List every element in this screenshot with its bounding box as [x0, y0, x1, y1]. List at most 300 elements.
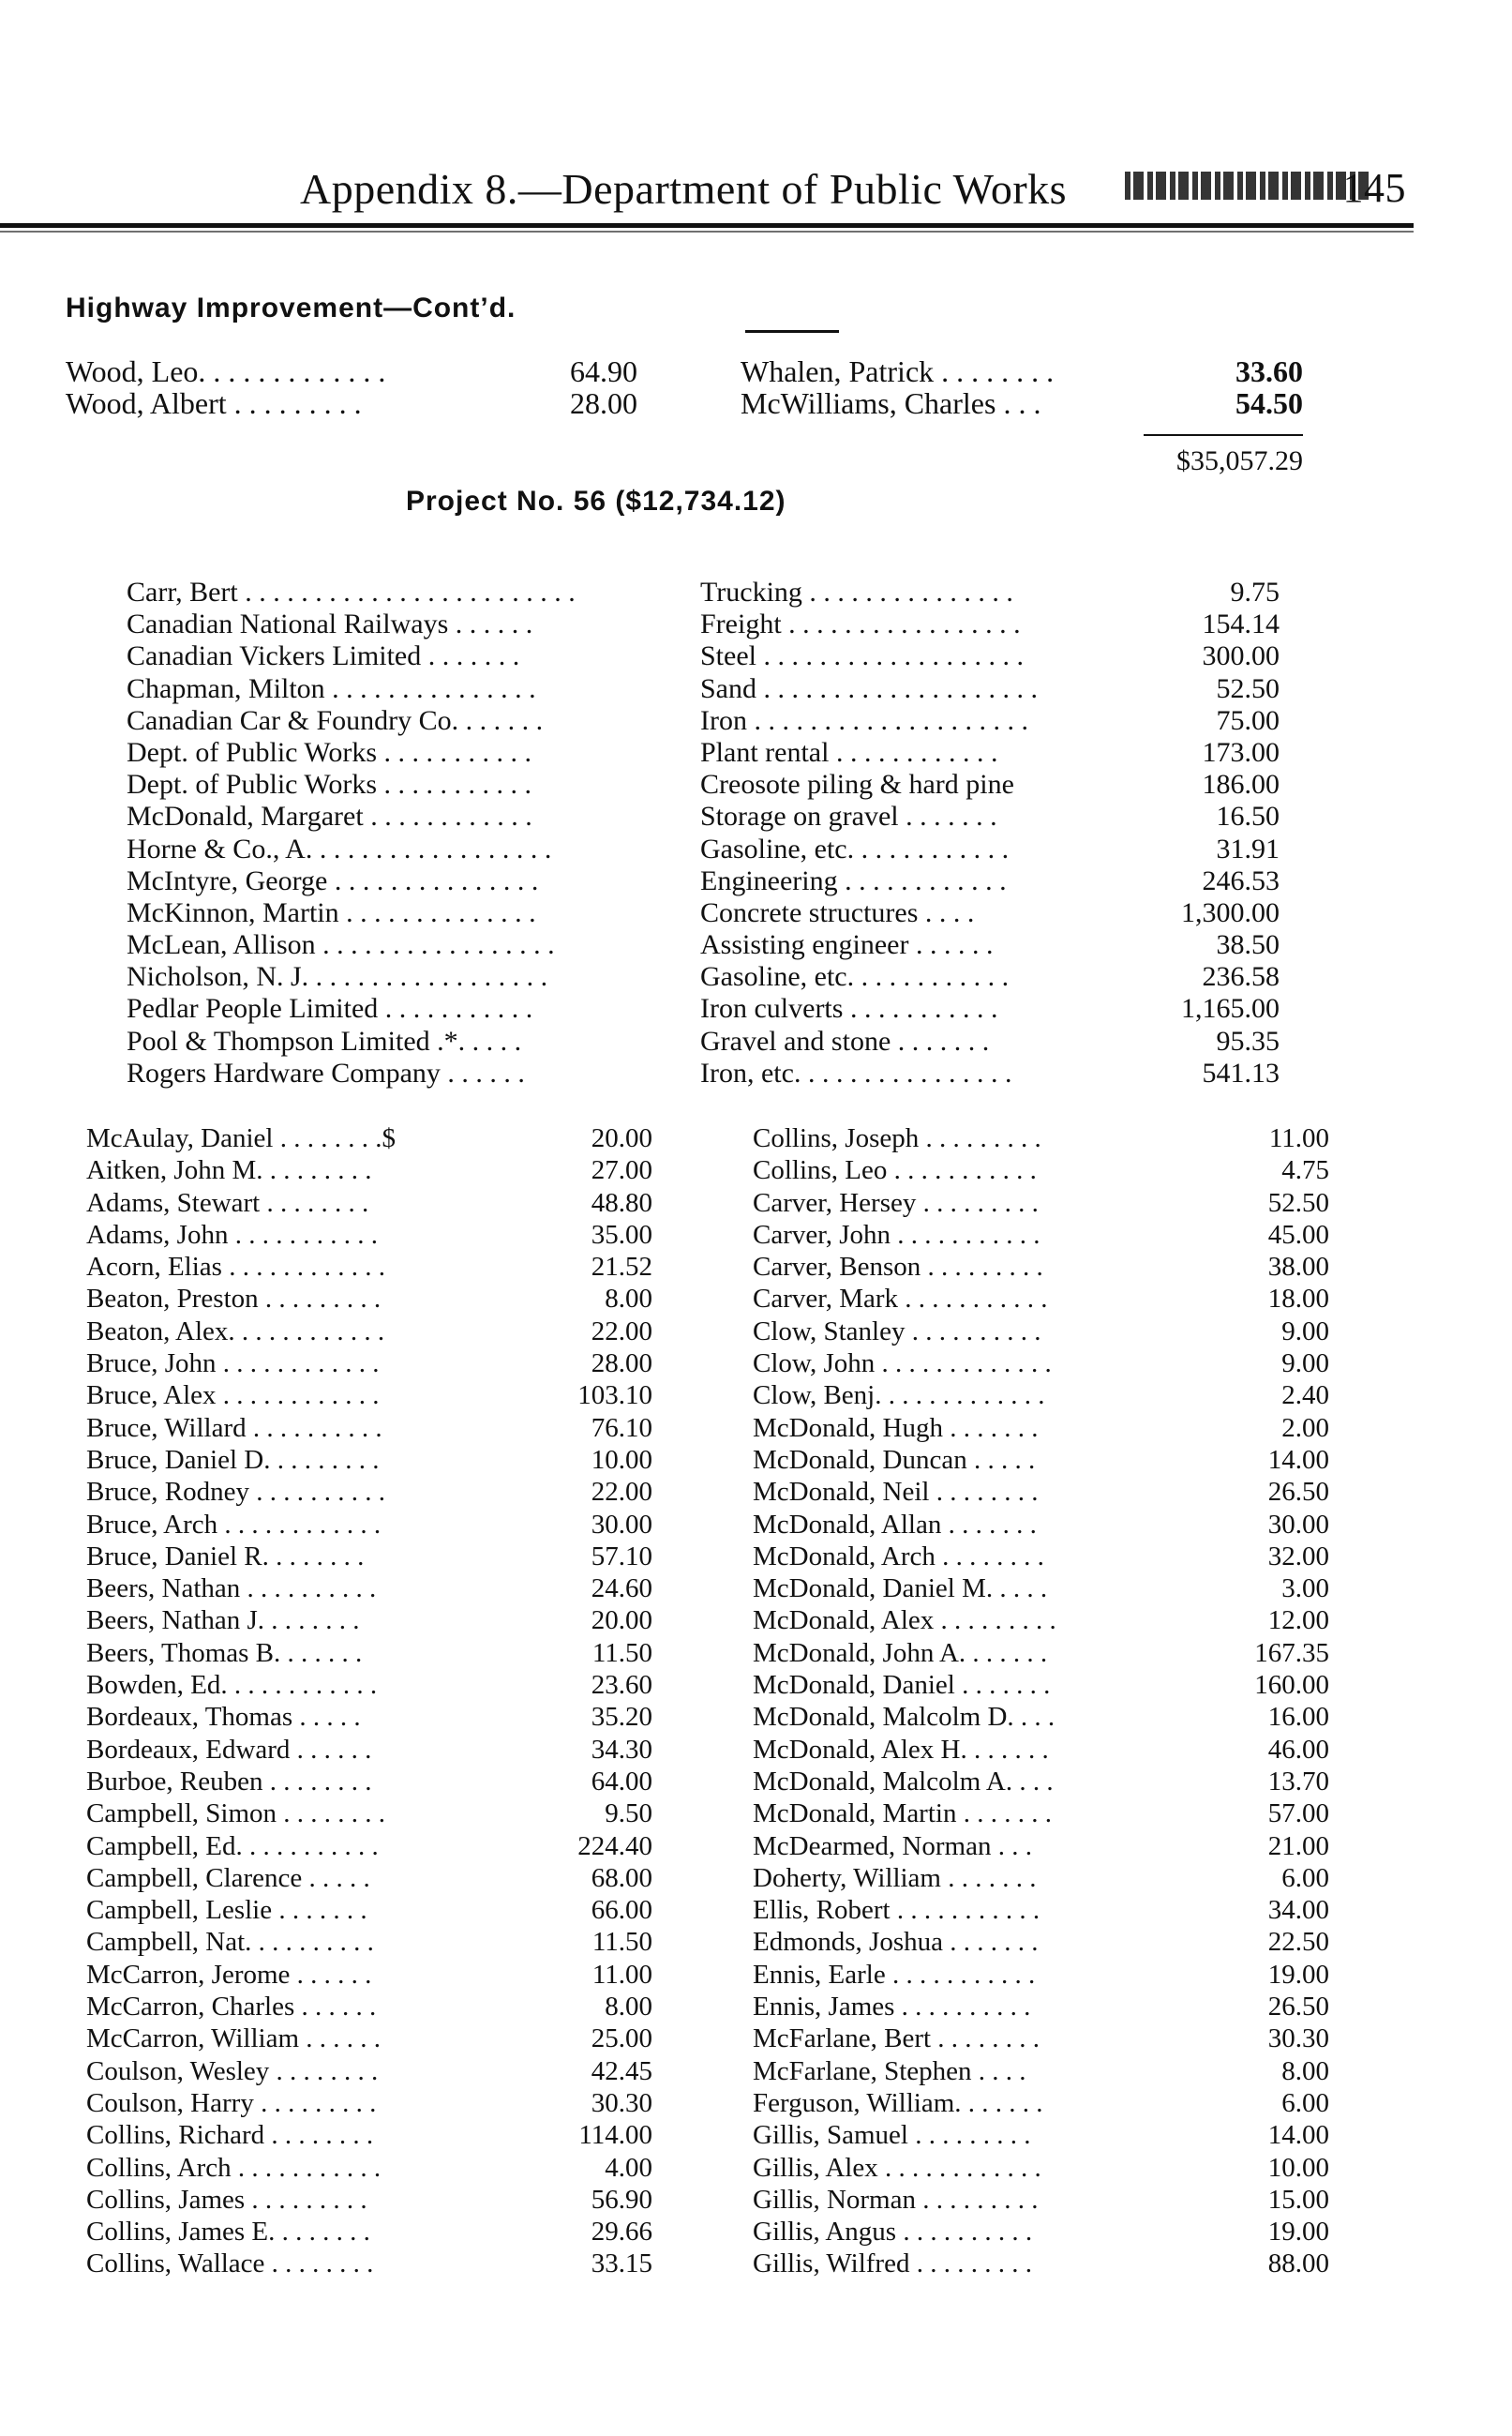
description: Gasoline, etc. . . . . . . . . . . . — [700, 833, 1010, 865]
list-item — [86, 1155, 652, 1187]
payee-amount: 11.50 — [591, 1637, 652, 1668]
payee-name: McFarlane, Stephen . . . . — [753, 2055, 1026, 2086]
amount: 31.91 — [1216, 833, 1280, 865]
project-row — [127, 737, 1280, 769]
payee-name: Aitken, John M. . . . . . . . . — [86, 1155, 372, 1186]
project-row — [127, 929, 1280, 961]
project-table — [127, 577, 1280, 1090]
project-row — [127, 1058, 1280, 1090]
list-item — [86, 1348, 652, 1380]
payee-name: Carver, Benson . . . . . . . . . — [753, 1252, 1043, 1283]
project-row — [127, 961, 1280, 993]
header-rule-thin — [0, 231, 1414, 233]
payee-name: Campbell, Simon . . . . . . . . — [86, 1798, 385, 1829]
list-item — [753, 1605, 1329, 1637]
list-item — [86, 1541, 652, 1573]
project-row — [127, 993, 1280, 1025]
payee-amount: 8.00 — [1281, 2055, 1329, 2086]
payee-name: McDonald, Malcolm D. . . . — [753, 1702, 1055, 1733]
project-row — [127, 897, 1280, 929]
payee-amount: 2.00 — [1281, 1412, 1329, 1443]
payee-amount: 21.52 — [591, 1252, 652, 1283]
payee: Pool & Thompson Limited .*. . . . . — [127, 1025, 522, 1057]
list-item — [753, 2217, 1329, 2248]
payee: Horne & Co., A. . . . . . . . . . . . . . . . . . — [127, 833, 552, 865]
list-item — [86, 2023, 652, 2055]
list-item — [86, 2248, 652, 2280]
description: Iron . . . . . . . . . . . . . . . . . . . . — [700, 704, 1028, 736]
payee-amount: 88.00 — [1267, 2248, 1329, 2279]
payee: Carr, Bert . . . . . . . . . . . . . . . . . . . . . . . . — [127, 577, 576, 608]
description: Steel . . . . . . . . . . . . . . . . . . . — [700, 640, 1024, 672]
list-item — [86, 1831, 652, 1863]
payee-amount: 27.00 — [591, 1155, 652, 1186]
description: Iron, etc. . . . . . . . . . . . . . . . — [700, 1057, 1012, 1089]
payee-amount: 57.00 — [1267, 1798, 1329, 1829]
project-heading: Project No. 56 ($12,734.12) — [406, 486, 786, 517]
project-row — [127, 673, 1280, 705]
description: Gravel and stone . . . . . . . — [700, 1025, 990, 1057]
payee-name: Beers, Nathan . . . . . . . . . . — [86, 1573, 377, 1604]
payee-amount: 76.10 — [591, 1412, 652, 1443]
list-item — [86, 1895, 652, 1927]
payee-amount: 224.40 — [577, 1830, 652, 1861]
amount: 16.50 — [1216, 801, 1280, 833]
payee-amount: 30.30 — [1267, 2023, 1329, 2054]
list-item — [753, 1863, 1329, 1895]
amount: 1,300.00 — [1181, 896, 1280, 928]
payee-name: Gillis, Alex . . . . . . . . . . . . — [753, 2152, 1041, 2183]
payee-amount: 9.00 — [1281, 1348, 1329, 1379]
payee-name: Bordeaux, Thomas . . . . . — [86, 1702, 361, 1733]
list-item — [753, 1510, 1329, 1541]
payee-amount: 8.00 — [605, 1284, 652, 1315]
payee-amount: 22.00 — [591, 1316, 652, 1346]
payee-name: Carver, Mark . . . . . . . . . . . — [753, 1284, 1048, 1315]
continued-entry — [741, 386, 1303, 420]
payee: Pedlar People Limited . . . . . . . . . . . — [127, 993, 533, 1025]
payee-name: Bruce, Rodney . . . . . . . . . . — [86, 1477, 385, 1508]
payee-amount: 14.00 — [1267, 1444, 1329, 1475]
list-item — [753, 1220, 1329, 1252]
payee-amount: 4.00 — [605, 2152, 652, 2183]
description: Sand . . . . . . . . . . . . . . . . . . . . — [700, 672, 1038, 704]
payee-name: Campbell, Clarence . . . . . — [86, 1862, 370, 1893]
payee-amount: 167.35 — [1254, 1637, 1329, 1668]
list-item — [86, 1220, 652, 1252]
list-item — [753, 1316, 1329, 1348]
list-item — [753, 2120, 1329, 2152]
payee-name: Campbell, Leslie . . . . . . . — [86, 1895, 367, 1926]
list-item — [86, 2056, 652, 2088]
list-item — [86, 2120, 652, 2152]
payee-name: McDonald, Alex . . . . . . . . . — [753, 1605, 1056, 1636]
payee-amount: 30.00 — [591, 1509, 652, 1540]
payee-amount: 11.50 — [591, 1927, 652, 1958]
payee-amount: 8.00 — [605, 1992, 652, 2022]
payee-name: McDonald, Alex H. . . . . . . — [753, 1734, 1049, 1765]
payee-name: McCarron, Jerome . . . . . . — [86, 1959, 372, 1990]
list-item — [86, 1380, 652, 1412]
list-item — [753, 1735, 1329, 1767]
payee-amount: 20.00 — [591, 1605, 652, 1636]
payee-name: Gillis, Wilfred . . . . . . . . . — [753, 2248, 1032, 2279]
payee-name: Doherty, William . . . . . . . — [753, 1862, 1037, 1893]
payee-name: McDonald, Allan . . . . . . . — [753, 1509, 1037, 1540]
payee-amount: 64.00 — [591, 1766, 652, 1797]
list-item — [753, 1155, 1329, 1187]
list-item — [753, 1348, 1329, 1380]
list-item — [753, 1895, 1329, 1927]
list-item — [753, 1252, 1329, 1284]
list-item — [86, 1605, 652, 1637]
amount: 186.00 — [1202, 769, 1280, 801]
payee-amount: 34.30 — [591, 1734, 652, 1765]
payee-amount: 57.10 — [591, 1541, 652, 1571]
list-item — [753, 2023, 1329, 2055]
payee-name: McDonald, Martin . . . . . . . — [753, 1798, 1052, 1829]
payee-amount: 13.70 — [1267, 1766, 1329, 1797]
project-row — [127, 769, 1280, 801]
payee-amount: 28.00 — [591, 1348, 652, 1379]
list-item — [86, 1573, 652, 1605]
payee-name: McFarlane, Bert . . . . . . . . — [753, 2023, 1040, 2054]
list-item — [753, 1188, 1329, 1220]
payee-amount: 4.75 — [1281, 1155, 1329, 1186]
list-item — [753, 1638, 1329, 1670]
list-item — [753, 1831, 1329, 1863]
payee-amount: 46.00 — [1267, 1734, 1329, 1765]
list-item — [86, 1735, 652, 1767]
payee: Dept. of Public Works . . . . . . . . . . . — [127, 736, 532, 768]
payee-amount: 11.00 — [591, 1959, 652, 1990]
description: Freight . . . . . . . . . . . . . . . . . — [700, 609, 1021, 640]
list-item — [86, 1413, 652, 1445]
payee-name: McDonald, Daniel M. . . . . — [753, 1573, 1048, 1604]
payee-name: Ferguson, William. . . . . . . — [753, 2087, 1043, 2118]
header-rule — [0, 223, 1414, 228]
payee-name: McDonald, Arch . . . . . . . . — [753, 1541, 1044, 1571]
list-item — [86, 1670, 652, 1702]
payee-name: McDonald, Daniel . . . . . . . — [753, 1670, 1051, 1701]
list-item — [753, 2088, 1329, 2120]
description: Trucking . . . . . . . . . . . . . . . — [700, 577, 1013, 608]
project-row — [127, 834, 1280, 865]
payee-name: Collins, James E. . . . . . . . — [86, 2217, 370, 2248]
payee-amount: 18.00 — [1267, 1284, 1329, 1315]
payee-amount: 34.00 — [1267, 1895, 1329, 1926]
payee-amount: 19.00 — [1267, 2217, 1329, 2248]
list-item — [86, 2088, 652, 2120]
list-item — [86, 1767, 652, 1798]
list-item — [753, 1123, 1329, 1155]
grand-total: $35,057.29 — [1176, 445, 1303, 476]
list-item — [86, 1284, 652, 1316]
payee-name: Ennis, Earle . . . . . . . . . . . — [753, 1959, 1036, 1990]
payee-name: Clow, Stanley . . . . . . . . . . — [753, 1316, 1041, 1346]
list-item — [753, 1670, 1329, 1702]
payee-name: Carver, John . . . . . . . . . . . — [753, 1219, 1040, 1250]
payee: Nicholson, N. J. . . . . . . . . . . . . . . . . . — [127, 961, 548, 993]
payee-amount: 6.00 — [1281, 1862, 1329, 1893]
list-item — [86, 1123, 652, 1155]
payee-name: Burboe, Reuben . . . . . . . . — [86, 1766, 372, 1797]
description: Plant rental . . . . . . . . . . . . — [700, 736, 998, 768]
entry-name: Whalen, Patrick . . . . . . . . — [741, 354, 1055, 388]
payee-amount: 2.40 — [1281, 1380, 1329, 1411]
payee-name: Gillis, Samuel . . . . . . . . . — [753, 2120, 1031, 2151]
project-row — [127, 801, 1280, 833]
entry-name: McWilliams, Charles . . . — [741, 386, 1041, 420]
payee-name: Beaton, Alex. . . . . . . . . . . . — [86, 1316, 385, 1346]
entry-amount: 64.90 — [570, 354, 637, 388]
list-item — [753, 1477, 1329, 1509]
list-item — [753, 1798, 1329, 1830]
payee-name: Carver, Hersey . . . . . . . . . — [753, 1187, 1039, 1218]
description: Assisting engineer . . . . . . — [700, 929, 994, 961]
payee-name: Acorn, Elias . . . . . . . . . . . . — [86, 1252, 385, 1283]
payee-amount: 6.00 — [1281, 2087, 1329, 2118]
list-item — [753, 1992, 1329, 2023]
payee-list-left — [86, 1123, 652, 2281]
payee-amount: 52.50 — [1267, 1187, 1329, 1218]
header-title: Appendix 8.—Department of Public Works — [300, 165, 1068, 213]
payee-name: McAulay, Daniel . . . . . . . .$ — [86, 1123, 396, 1153]
payee-amount: 10.00 — [1267, 2152, 1329, 2183]
payee-amount: 23.60 — [591, 1670, 652, 1701]
list-item — [753, 2056, 1329, 2088]
list-item — [753, 1702, 1329, 1734]
payee-amount: 22.50 — [1267, 1927, 1329, 1958]
payee: McLean, Allison . . . . . . . . . . . . . . . . . — [127, 929, 555, 961]
payee-amount: 160.00 — [1254, 1670, 1329, 1701]
payee-amount: 9.50 — [605, 1798, 652, 1829]
payee: McIntyre, George . . . . . . . . . . . . . . . — [127, 865, 539, 896]
payee-amount: 42.45 — [591, 2055, 652, 2086]
amount: 75.00 — [1216, 704, 1280, 736]
payee-name: Collins, Richard . . . . . . . . — [86, 2120, 374, 2151]
list-item — [86, 1316, 652, 1348]
payee-amount: 12.00 — [1267, 1605, 1329, 1636]
payee: Chapman, Milton . . . . . . . . . . . . . . . — [127, 672, 536, 704]
payee-name: Coulson, Wesley . . . . . . . . — [86, 2055, 379, 2086]
list-item — [86, 2217, 652, 2248]
payee-amount: 26.50 — [1267, 1477, 1329, 1508]
continued-entry — [66, 354, 637, 388]
payee-name: McCarron, Charles . . . . . . — [86, 1992, 377, 2022]
payee-amount: 25.00 — [591, 2023, 652, 2054]
payee-name: McCarron, William . . . . . . — [86, 2023, 382, 2054]
total-rule — [1144, 434, 1303, 436]
payee-amount: 48.80 — [591, 1187, 652, 1218]
list-item — [753, 1541, 1329, 1573]
payee-name: Clow, Benj. . . . . . . . . . . . . — [753, 1380, 1045, 1411]
list-item — [753, 2153, 1329, 2185]
payee-amount: 3.00 — [1281, 1573, 1329, 1604]
payee-amount: 32.00 — [1267, 1541, 1329, 1571]
list-item — [86, 2185, 652, 2217]
payee-name: Gillis, Angus . . . . . . . . . . — [753, 2217, 1033, 2248]
payee-amount: 22.00 — [591, 1477, 652, 1508]
project-row — [127, 865, 1280, 897]
project-row — [127, 577, 1280, 609]
payee-amount: 35.20 — [591, 1702, 652, 1733]
payee-name: Clow, John . . . . . . . . . . . . . — [753, 1348, 1052, 1379]
amount: 236.58 — [1202, 961, 1280, 993]
payee-amount: 11.00 — [1268, 1123, 1329, 1153]
list-item — [753, 1767, 1329, 1798]
page-number: 145 — [1342, 165, 1406, 211]
description: Iron culverts . . . . . . . . . . . — [700, 993, 998, 1025]
description: Creosote piling & hard pine — [700, 769, 1014, 801]
payee-name: Beaton, Preston . . . . . . . . . — [86, 1284, 382, 1315]
payee: Canadian Vickers Limited . . . . . . . — [127, 640, 520, 672]
payee-name: Coulson, Harry . . . . . . . . . — [86, 2087, 377, 2118]
payee-name: Campbell, Ed. . . . . . . . . . . — [86, 1830, 379, 1861]
payee-name: Collins, Leo . . . . . . . . . . . — [753, 1155, 1037, 1186]
payee-amount: 9.00 — [1281, 1316, 1329, 1346]
list-item — [753, 1927, 1329, 1959]
payee-amount: 21.00 — [1267, 1830, 1329, 1861]
description: Storage on gravel . . . . . . . — [700, 801, 997, 833]
payee-name: Collins, Joseph . . . . . . . . . — [753, 1123, 1041, 1153]
payee-name: Bruce, Arch . . . . . . . . . . . . — [86, 1509, 382, 1540]
payee-amount: 103.10 — [577, 1380, 652, 1411]
list-item — [86, 1798, 652, 1830]
entry-amount: 33.60 — [1235, 354, 1303, 388]
payee-amount: 15.00 — [1267, 2184, 1329, 2215]
payee-amount: 68.00 — [591, 1862, 652, 1893]
payee-amount: 38.00 — [1267, 1252, 1329, 1283]
list-item — [86, 1927, 652, 1959]
payee: Canadian Car & Foundry Co. . . . . . . — [127, 704, 544, 736]
payee-name: Bowden, Ed. . . . . . . . . . . . — [86, 1670, 378, 1701]
payee-amount: 24.60 — [591, 1573, 652, 1604]
payee-name: Bruce, John . . . . . . . . . . . . — [86, 1348, 380, 1379]
payee-name: Ennis, James . . . . . . . . . . — [753, 1992, 1031, 2022]
amount: 300.00 — [1202, 640, 1280, 672]
payee-amount: 45.00 — [1267, 1219, 1329, 1250]
page-header — [300, 164, 1406, 220]
payee-name: Bordeaux, Edward . . . . . . — [86, 1734, 372, 1765]
list-item — [86, 1638, 652, 1670]
section-heading: Highway Improvement—Cont’d. — [66, 293, 516, 323]
list-item — [753, 1284, 1329, 1316]
payee-amount: 29.66 — [591, 2217, 652, 2248]
list-item — [753, 1380, 1329, 1412]
payee-amount: 30.30 — [591, 2087, 652, 2118]
amount: 95.35 — [1216, 1025, 1280, 1057]
payee-name: Adams, Stewart . . . . . . . . — [86, 1187, 369, 1218]
list-item — [753, 2248, 1329, 2280]
printed-ornament-icon — [1125, 172, 1369, 200]
list-item — [753, 1573, 1329, 1605]
payee-name: Edmonds, Joshua . . . . . . . — [753, 1927, 1039, 1958]
amount: 246.53 — [1202, 865, 1280, 896]
payee-name: Gillis, Norman . . . . . . . . . — [753, 2184, 1039, 2215]
project-row — [127, 1026, 1280, 1058]
list-item — [86, 2153, 652, 2185]
payee-amount: 10.00 — [591, 1444, 652, 1475]
amount: 154.14 — [1202, 609, 1280, 640]
list-item — [86, 1960, 652, 1992]
payee-name: Bruce, Daniel D. . . . . . . . . — [86, 1444, 380, 1475]
list-item — [86, 1702, 652, 1734]
payee-amount: 114.00 — [578, 2120, 652, 2151]
list-item — [86, 1445, 652, 1477]
payee-name: Bruce, Daniel R. . . . . . . . — [86, 1541, 365, 1571]
payee-name: Collins, James . . . . . . . . . — [86, 2184, 367, 2215]
amount: 52.50 — [1216, 672, 1280, 704]
entry-name: Wood, Albert . . . . . . . . . — [66, 386, 362, 420]
list-item — [753, 1960, 1329, 1992]
list-item — [753, 1445, 1329, 1477]
payee-name: Campbell, Nat. . . . . . . . . . — [86, 1927, 374, 1958]
amount: 38.50 — [1216, 929, 1280, 961]
payee-name: McDonald, Duncan . . . . . — [753, 1444, 1036, 1475]
payee: Rogers Hardware Company . . . . . . — [127, 1057, 525, 1089]
payee-amount: 26.50 — [1267, 1992, 1329, 2022]
amount: 541.13 — [1202, 1057, 1280, 1089]
project-row — [127, 640, 1280, 672]
short-divider — [745, 330, 839, 333]
payee-amount: 33.15 — [591, 2248, 652, 2279]
payee-name: McDonald, Hugh . . . . . . . — [753, 1412, 1039, 1443]
list-item — [86, 1477, 652, 1509]
payee-amount: 30.00 — [1267, 1509, 1329, 1540]
payee: McKinnon, Martin . . . . . . . . . . . . . . — [127, 896, 536, 928]
payee-name: Bruce, Willard . . . . . . . . . . — [86, 1412, 382, 1443]
payee-name: Adams, John . . . . . . . . . . . — [86, 1219, 378, 1250]
entry-name: Wood, Leo. . . . . . . . . . . . . — [66, 354, 386, 388]
list-item — [753, 2185, 1329, 2217]
description: Gasoline, etc. . . . . . . . . . . . — [700, 961, 1010, 993]
payee-name: Bruce, Alex . . . . . . . . . . . . — [86, 1380, 380, 1411]
payee: Canadian National Railways . . . . . . — [127, 609, 533, 640]
payee-amount: 35.00 — [591, 1219, 652, 1250]
payee-name: McDonald, John A. . . . . . . — [753, 1637, 1048, 1668]
list-item — [86, 1992, 652, 2023]
payee-name: Collins, Wallace . . . . . . . . — [86, 2248, 374, 2279]
payee-name: Collins, Arch . . . . . . . . . . . — [86, 2152, 382, 2183]
payee: McDonald, Margaret . . . . . . . . . . . . — [127, 801, 532, 833]
project-row — [127, 609, 1280, 640]
payee-amount: 56.90 — [591, 2184, 652, 2215]
continued-entry — [741, 354, 1303, 388]
payee: Dept. of Public Works . . . . . . . . . . . — [127, 769, 532, 801]
payee-name: Ellis, Robert . . . . . . . . . . . — [753, 1895, 1040, 1926]
entry-amount: 54.50 — [1235, 386, 1303, 420]
list-item — [86, 1188, 652, 1220]
payee-name: McDonald, Malcolm A. . . . — [753, 1766, 1054, 1797]
entry-amount: 28.00 — [570, 386, 637, 420]
payee-list-right — [753, 1123, 1329, 2281]
list-item — [86, 1863, 652, 1895]
payee-amount: 16.00 — [1267, 1702, 1329, 1733]
list-item — [86, 1252, 652, 1284]
payee-amount: 66.00 — [591, 1895, 652, 1926]
payee-amount: 19.00 — [1267, 1959, 1329, 1990]
payee-name: Beers, Nathan J. . . . . . . . — [86, 1605, 360, 1636]
payee-amount: 14.00 — [1267, 2120, 1329, 2151]
amount: 9.75 — [1230, 577, 1280, 608]
payee-name: Beers, Thomas B. . . . . . . — [86, 1637, 363, 1668]
description: Engineering . . . . . . . . . . . . — [700, 865, 1007, 896]
payee-name: McDearmed, Norman . . . — [753, 1830, 1032, 1861]
list-item — [753, 1413, 1329, 1445]
continued-entry — [66, 386, 637, 420]
payee-amount: 20.00 — [591, 1123, 652, 1153]
